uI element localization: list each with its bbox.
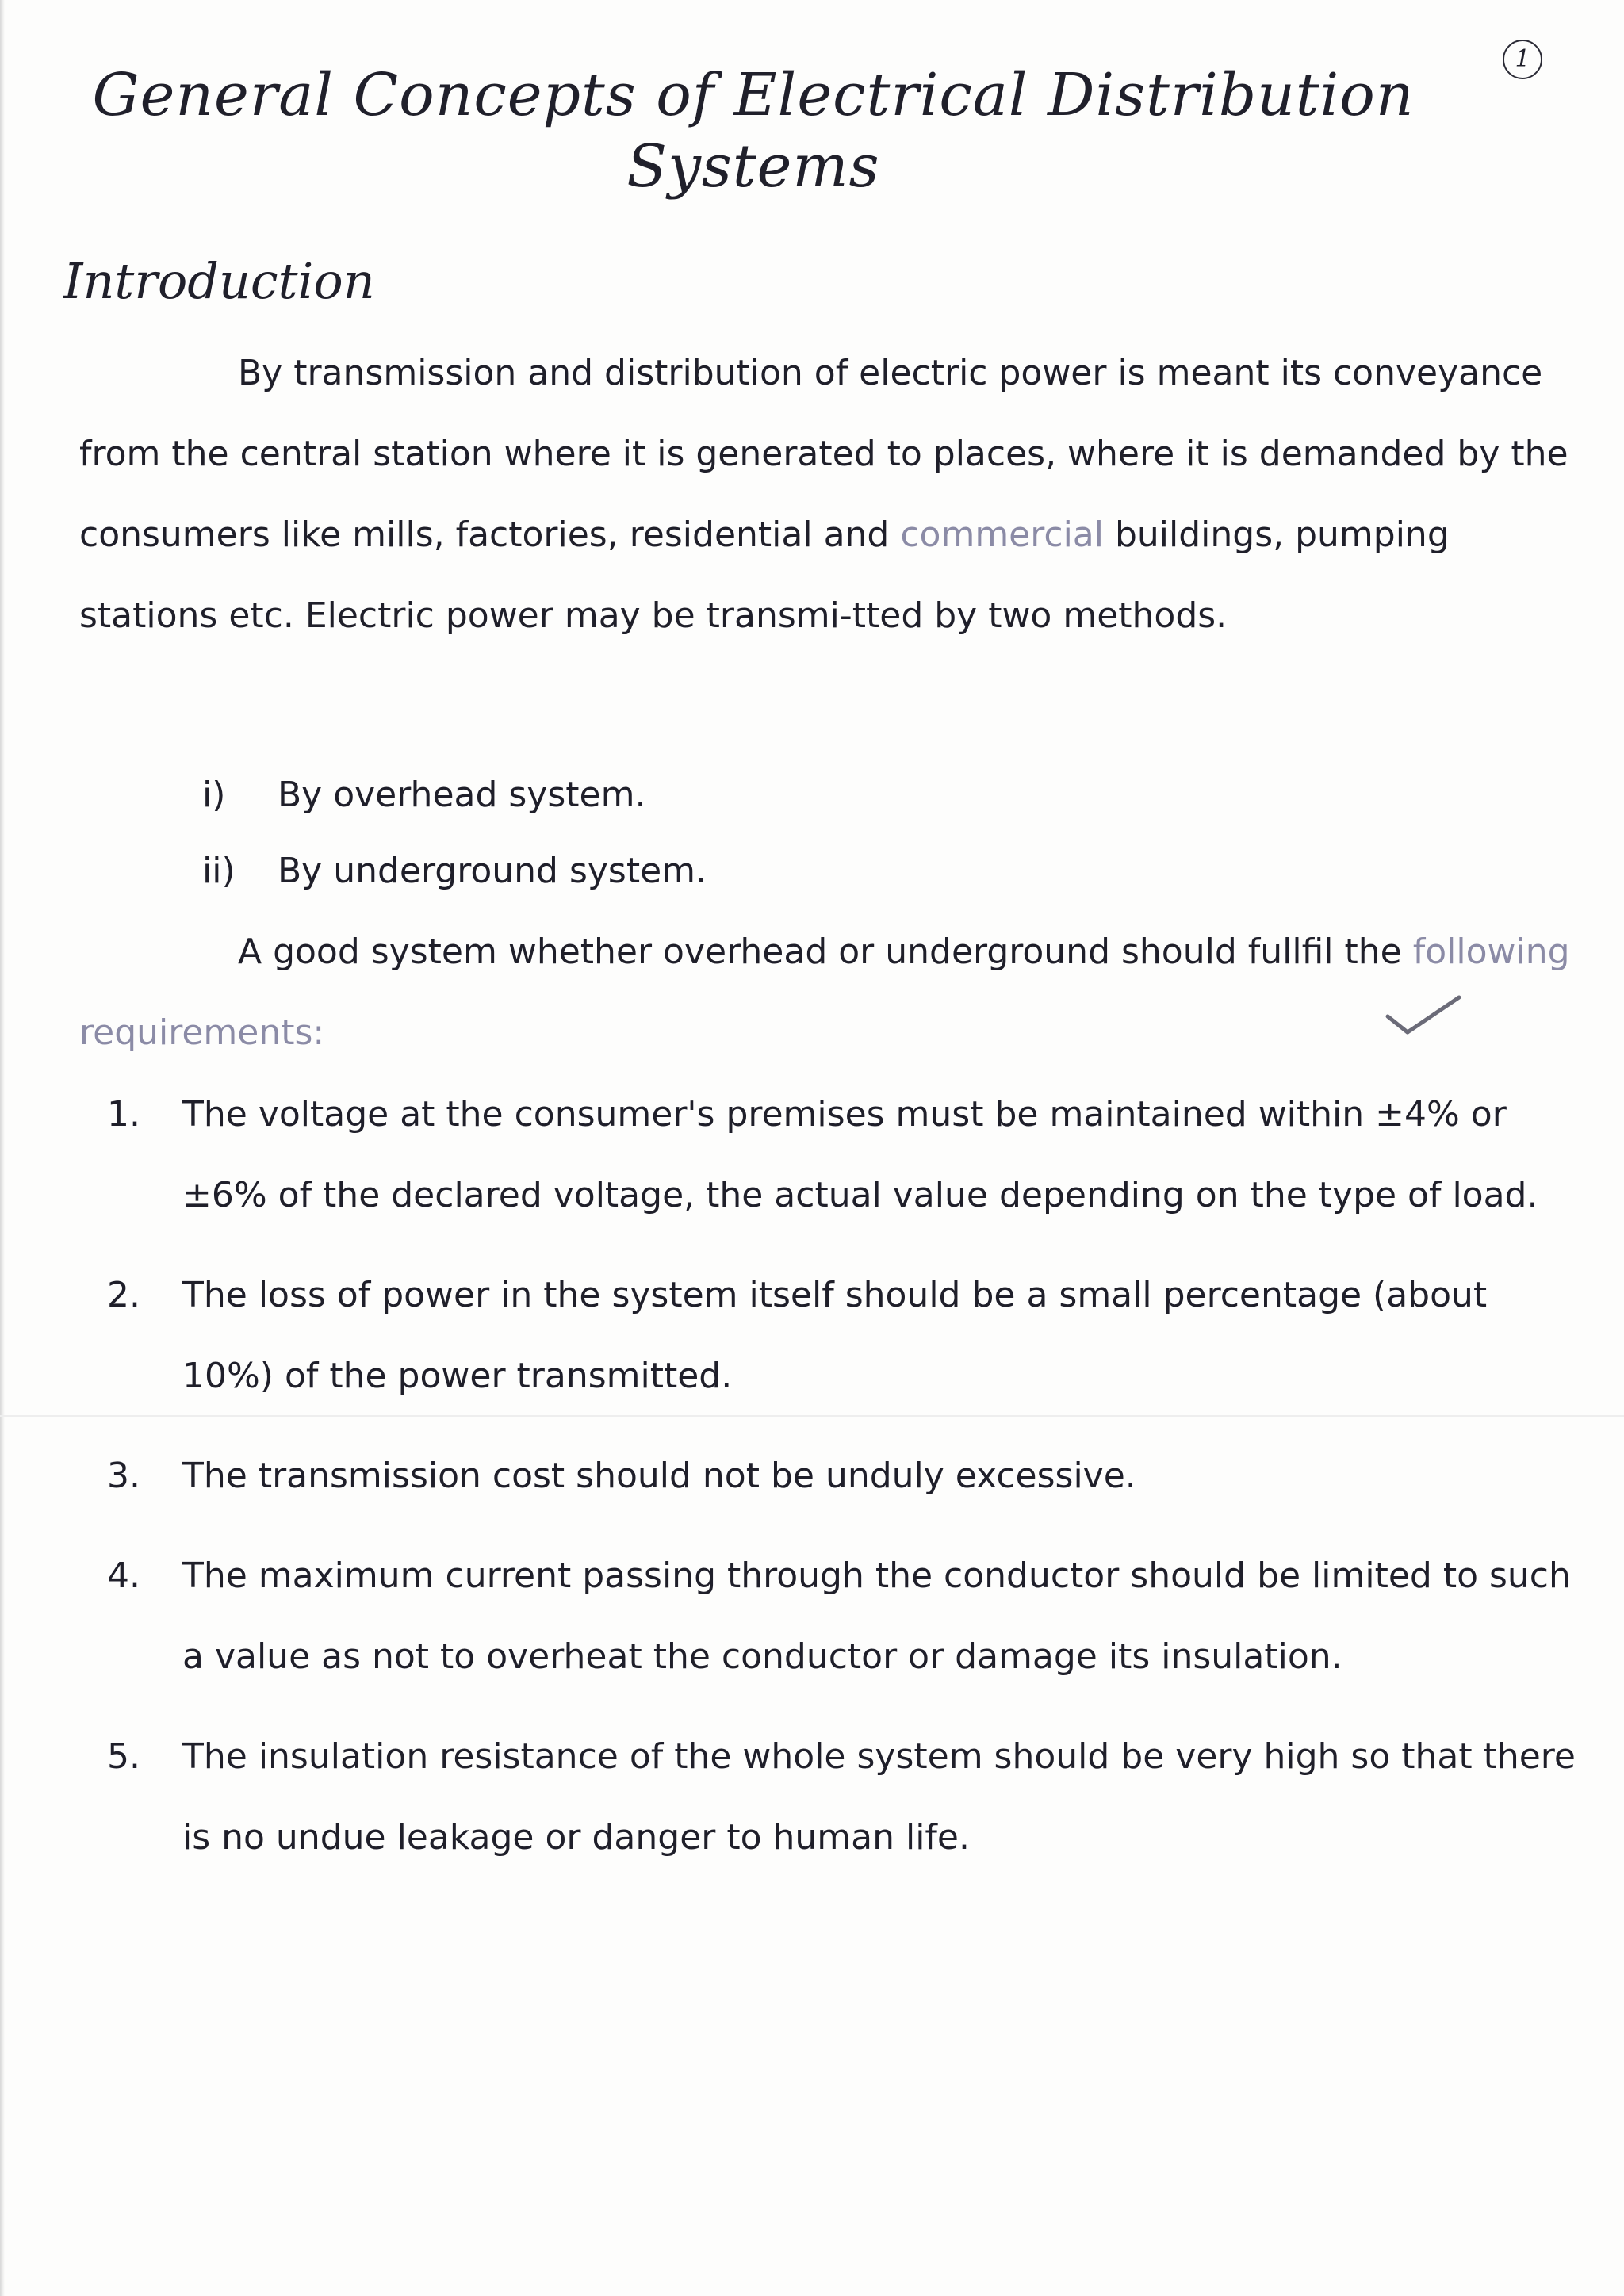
requirement-item xyxy=(107,1074,1582,1236)
requirement-text: The insulation resistance of the whole system should be very high so that there is no undue leakage or danger to human life. xyxy=(182,1736,1576,1858)
method-text: By overhead system. xyxy=(278,775,646,815)
requirement-text: The voltage at the consumer's premises must be maintained within ±4% or ±6% of the declared voltage, the actual value depending on the type of load. xyxy=(182,1094,1538,1215)
requirement-text: The maximum current passing through the conductor should be limited to such a value as not to overheat the conductor or damage its insulation. xyxy=(182,1556,1571,1677)
section-heading-introduction: Introduction xyxy=(63,252,375,310)
requirement-item xyxy=(107,1255,1582,1417)
method-item xyxy=(202,757,707,833)
requirement-number: 1. xyxy=(107,1094,140,1135)
intro-paragraph-text: By transmission and distribution of electric power is meant its conveyance from the central station where it is generated to places, where it is demanded by the consumers like mills, factories, residential and xyxy=(79,353,1568,555)
requirements-intro-faint-text: following requirements: xyxy=(79,932,1570,1053)
requirements-list xyxy=(107,1074,1582,1897)
transmission-methods-list xyxy=(202,757,707,909)
page-number: 1 xyxy=(1503,40,1542,79)
intro-paragraph-faint-text: commercial xyxy=(900,515,1104,555)
requirements-intro-text: A good system whether overhead or underground should fullfil the xyxy=(238,932,1413,972)
intro-paragraph xyxy=(79,333,1570,656)
requirement-item xyxy=(107,1436,1582,1517)
requirement-number: 5. xyxy=(107,1736,140,1777)
requirements-intro-paragraph xyxy=(79,912,1570,1073)
requirement-text: The loss of power in the system itself should be a small percentage (about 10%) of the power transmitted. xyxy=(182,1275,1488,1396)
requirement-item xyxy=(107,1716,1582,1878)
method-text: By underground system. xyxy=(278,851,707,891)
page-title xyxy=(0,59,1507,202)
check-mark-icon xyxy=(1384,991,1463,1039)
requirement-number: 2. xyxy=(107,1275,140,1315)
intro-paragraph-rest: buildings, pumping stations etc. Electric power may be transmi-tted by two methods. xyxy=(79,515,1450,636)
scan-edge xyxy=(0,0,5,2296)
method-marker: ii) xyxy=(202,851,236,891)
requirement-number: 4. xyxy=(107,1556,140,1596)
requirement-text: The transmission cost should not be unduly excessive. xyxy=(182,1456,1136,1496)
title-line-1: General Concepts of Electrical Distribution xyxy=(92,61,1415,129)
requirement-number: 3. xyxy=(107,1456,140,1496)
requirement-item xyxy=(107,1536,1582,1697)
method-item xyxy=(202,833,707,909)
title-line-2: Systems xyxy=(626,132,880,201)
method-marker: i) xyxy=(202,775,226,815)
